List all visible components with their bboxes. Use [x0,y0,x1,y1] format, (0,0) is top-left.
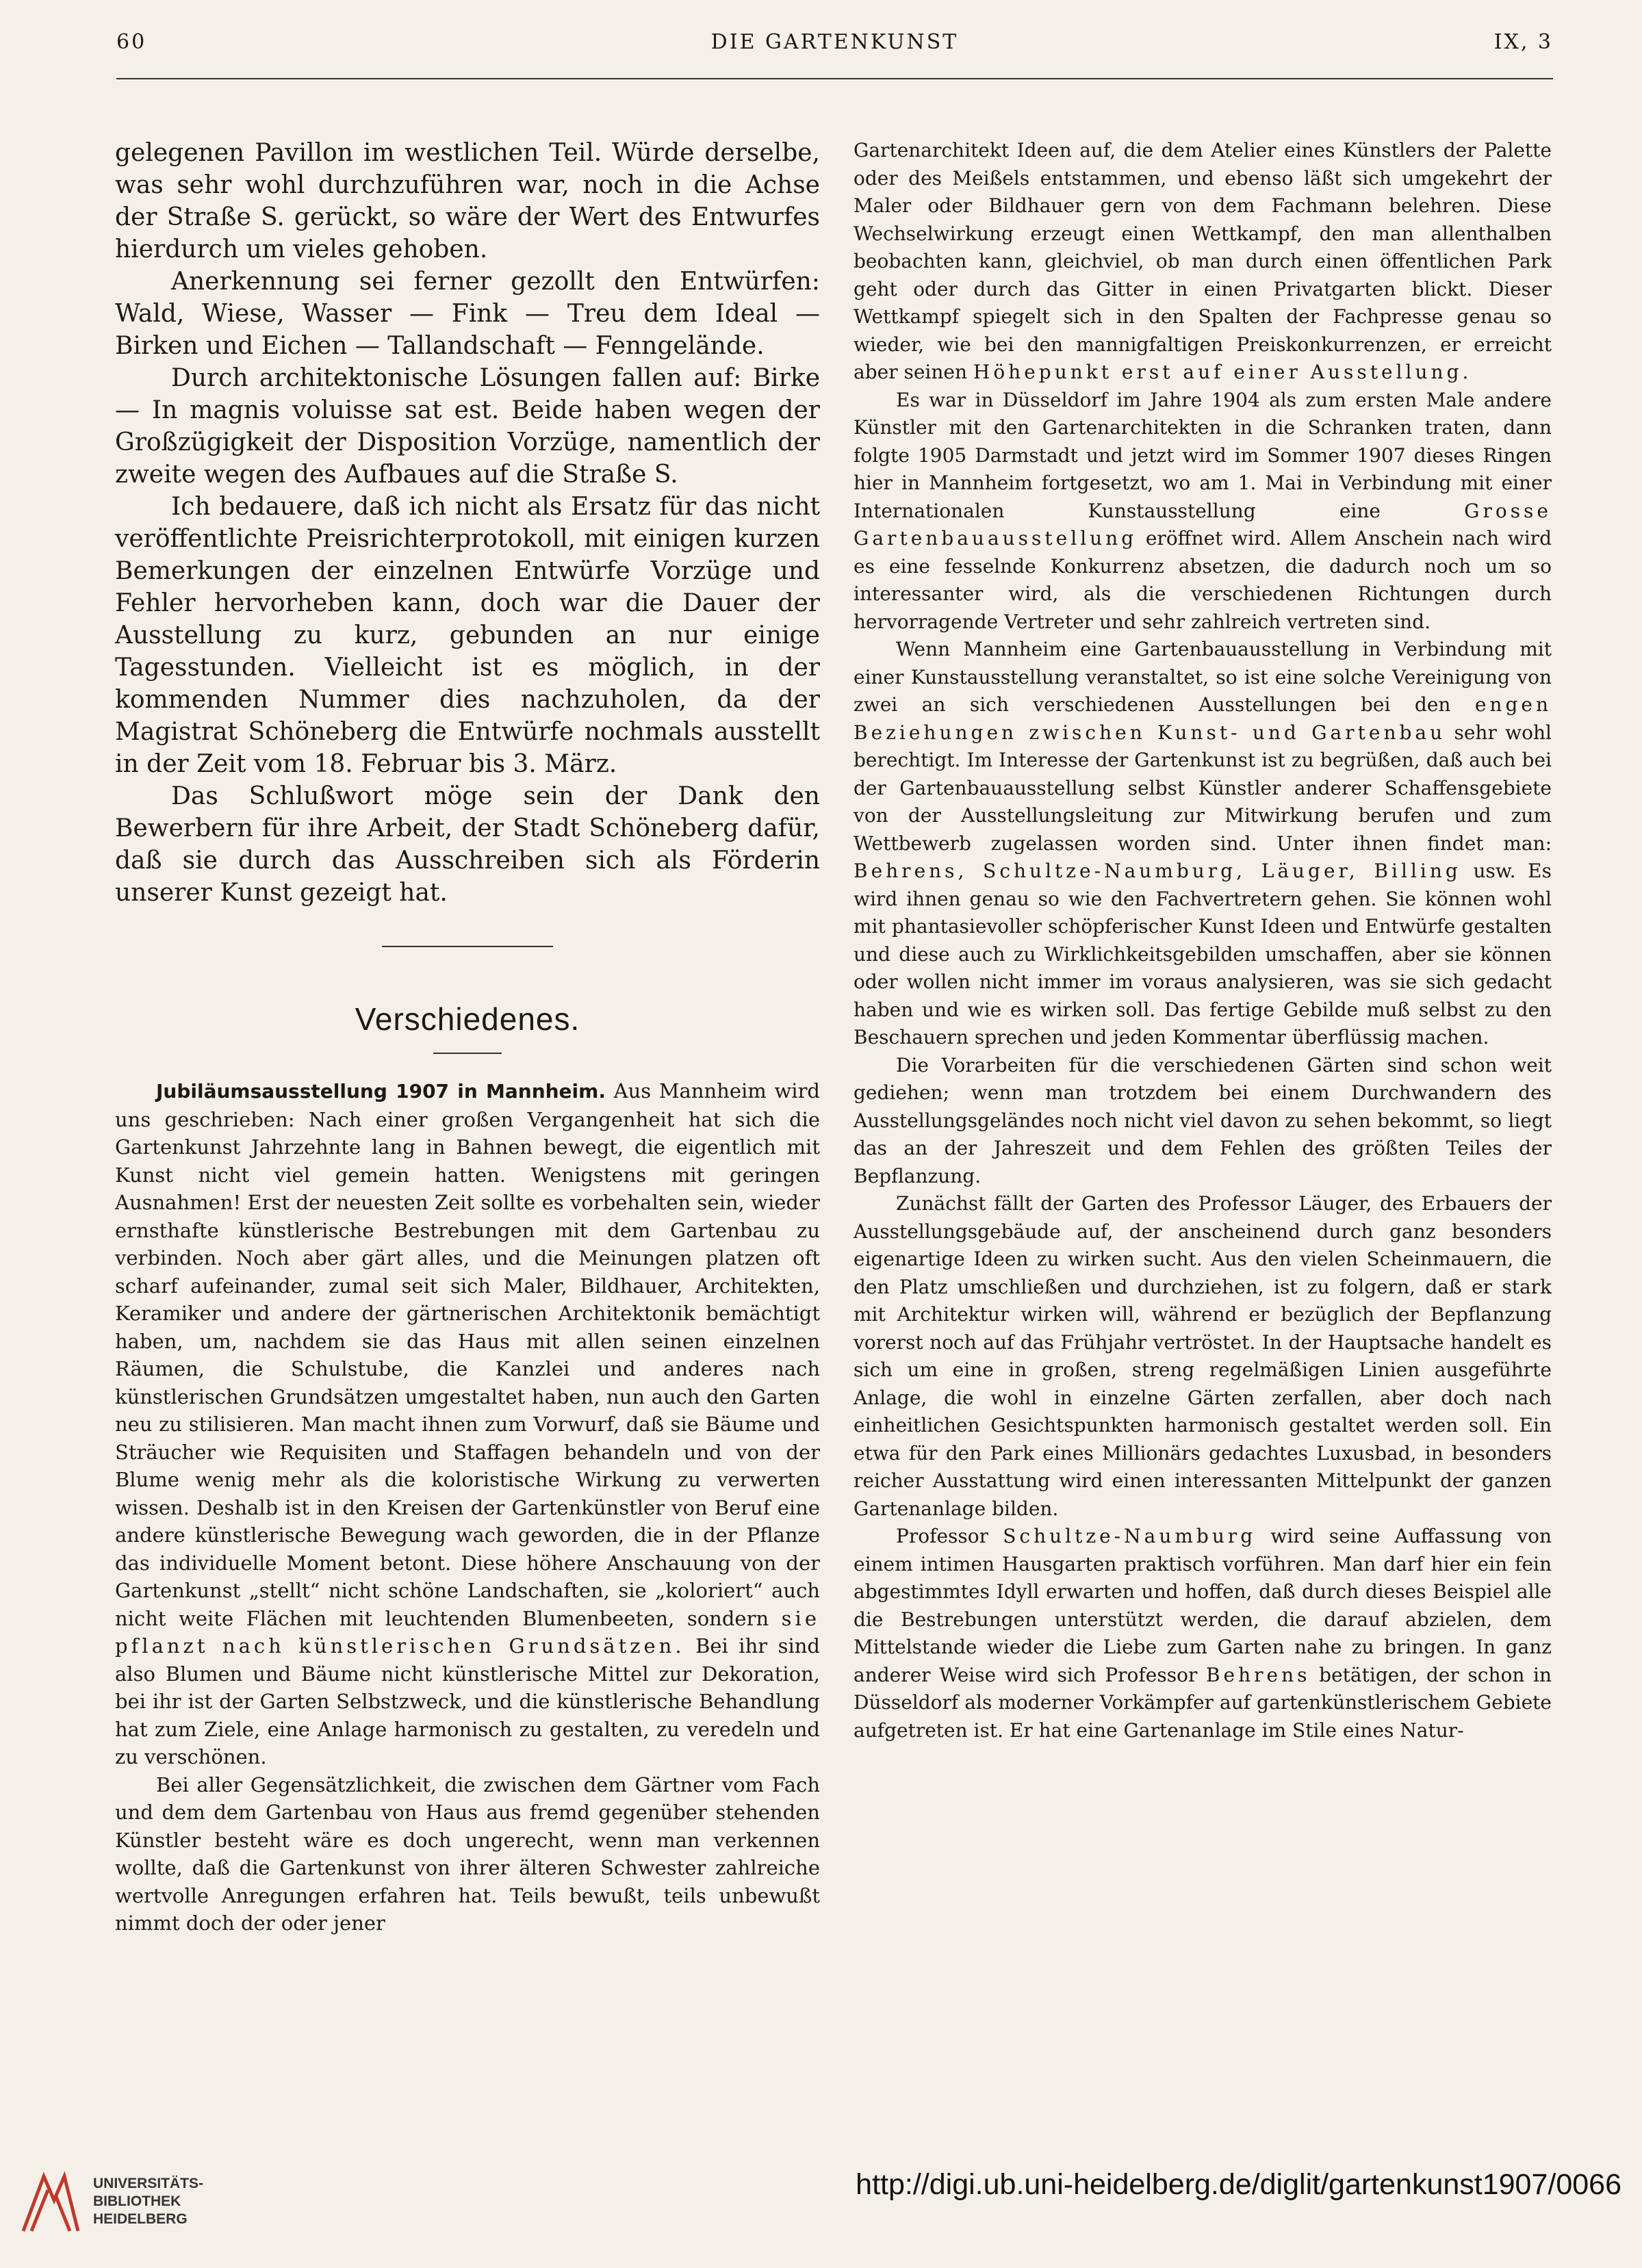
page-number: 60 [116,30,147,54]
paragraph: Gartenarchitekt Ideen auf, die dem Atelier eines Künstlers der Palette oder des Meißels entstammen, und ebenso läßt sich umgekehrt der Maler oder Bildhauer gern von dem Fachmann belehren. Diese Wechselwirkung erzeugt einen Wettkampf, den man allenthalben beobachten kann, gleichviel, ob man durch einen öffentlichen Park geht oder durch das Gitter in einen Privatgarten blickt. Dieser Wettkampf spiegelt sich in den Spalten der Fachpresse genau so wieder, wie bei den mannigfaltigen Preiskonkurrenzen, er erreicht aber seinen Höhepunkt erst auf einer Ausstellung. [854,139,1552,383]
left-column [115,137,820,1937]
paragraph: Professor Schultze-Naumburg wird seine Auffassung von einem intimen Hausgarten praktisch vorführen. Man darf hier ein fein abgestimmtes Idyll erwarten und hoffen, daß durch dieses Beispiel alle die Bestrebungen unterstützt werden, die darauf abzielen, dem Mittelstande wieder die Liebe zum Garten nahe zu bringen. In ganz anderer Weise wird sich Professor Behrens betätigen, der schon in Düsseldorf als moderner Vorkämpfer auf gartenkünstlerischem Gebiete aufgetreten ist. Er hat eine Gartenanlage im Stile eines Natur- [854,1525,1552,1742]
paragraph: Die Vorarbeiten für die verschiedenen Gärten sind schon weit gediehen; wenn man trotzdem bei einem Durchwandern des Ausstellungsgeländes noch nicht viel davon zu sehen bekommt, so liegt das an der Jahreszeit und dem Fehlen des größten Teiles der Bepflanzung. [854,1053,1552,1187]
section-heading: Verschiedenes. [355,1001,580,1037]
library-logo[interactable] [16,2163,222,2238]
emphasis: Grosse Gartenbauausstellung [854,499,1552,550]
paragraph: Jubiläumsausstellung 1907 in Mannheim. Aus Mannheim wird uns geschrieben: Nach einer großen Vergangenheit hat sich die Gartenkunst Jahrzehnte lang in Bahnen bewegt, die eigentlich mit Kunst nicht viel gemein hatten. Wenigstens mit geringen Ausnahmen! Erst der neuesten Zeit sollte es vorbehalten sein, wieder ernsthafte künstlerische Bestrebungen mit dem Gartenbau zu verbinden. Noch aber gärt alles, und die Meinungen platzen oft scharf aufeinander, zumal seit sich Maler, Bildhauer, Architekten, Keramiker und andere der gärtnerischen Architektonik bemächtigt haben, um, nachdem sie das Haus mit allen seinen einzelnen Räumen, die Schulstube, die Kanzlei und anderes nach künstlerischen Grundsätzen umgestaltet haben, nun auch den Garten neu zu stilisieren. Man macht ihnen zum Vorwurf, daß sie Bäume und Sträucher wie Requisiten und Staffagen behandeln und von der Blume wenig mehr als die koloristische Wirkung zu verwerten wissen. Deshalb ist in den Kreisen der Gartenkünstler von Beruf eine andere künstlerische Bewegung wach geworden, die in der Pflanze das individuelle Moment betont. Diese höhere Anschauung von der Gartenkunst „stellt“ nicht schöne Landschaften, sie „koloriert“ auch nicht weite Flächen mit leuchtenden Blumenbeeten, sondern sie pflanzt nach künstlerischen Grundsätzen. Bei ihr sind also Blumen und Bäume nicht künstlerische Mittel zur Dekoration, bei ihr ist der Garten Selbstzweck, und die künstlerische Behandlung hat zum Ziele, eine Anlage harmonisch zu gestalten, zu veredeln und zu verschönen. [115,1079,820,1768]
right-column [854,137,1552,1744]
paragraph: Durch architektonische Lösungen fallen auf: Birke — In magnis voluisse sat est. Beide haben wegen der Großzügigkeit der Disposition Vorzüge, namentlich der zweite wegen des Aufbaues auf die Straße S. [115,364,820,489]
paragraph: Bei aller Gegensätzlichkeit, die zwischen dem Gärtner vom Fach und dem dem Gartenbau von Haus aus fremd gegenüber stehenden Künstler besteht wäre es doch ungerecht, wenn man verkennen wollte, daß die Gartenkunst von ihrer älteren Schwester zahlreiche wertvolle Anregungen erfahren hat. Teils bewußt, teils unbewußt nimmt doch der oder jener [115,1773,820,1935]
library-emblem-icon [16,2163,85,2238]
paragraph: Anerkennung sei ferner gezollt den Entwürfen: Wald, Wiese, Wasser — Fink — Treu dem Ideal — Birken und Eichen — Tallandschaft — Fenngelände. [115,268,820,360]
paragraph: Wenn Mannheim eine Gartenbauausstellung in Verbindung mit einer Kunstausstellung veranstaltet, so ist eine solche Vereinigung von zwei an sich verschiedenen Ausstellungen bei den engen Beziehungen zwischen Kunst- und Gartenbau sehr wohl berechtigt. Im Interesse der Gartenkunst ist zu begrüßen, daß auch bei der Gartenbauausstellung selbst Künstler anderer Schaffensgebiete von der Ausstellungsleitung zur Mitwirkung berufen und zum Wettbewerb zugelassen worden sind. Unter ihnen findet man: Behrens, Schultze-Naumburg, Läuger, Billing usw. Es wird ihnen genau so wie den Fachvertretern gehen. Sie können wohl mit phantasievoller schöpferischer Kunst Ideen und Entwürfe gestalten und diese auch zu Wirklichkeitsgebilden umschaffen, aber sie können oder wollen nicht immer im voraus analysieren, was sie sich gedacht haben und wie es wirken soll. Das fertige Gebilde muß selbst zu den Beschauern sprechen und jeden Kommentar überflüssig machen. [854,638,1552,1048]
paragraph: gelegenen Pavillon im westlichen Teil. Würde derselbe, was sehr wohl durchzuführen war, noch in die Achse der Straße S. gerückt, so wäre der Wert des Entwurfes hierdurch um vieles gehoben. [115,139,820,263]
running-header [116,30,1553,60]
header-rule [116,78,1553,79]
emphasis: Schultze-Naumburg [1003,1525,1257,1547]
library-name: UNIVERSITÄTS- BIBLIOTHEK HEIDELBERG [93,2176,204,2227]
article-mannheim [115,1077,820,1937]
volume-issue: IX, 3 [1493,30,1553,54]
paragraph: Das Schlußwort möge sein der Dank den Bewerbern für ihre Arbeit, der Stadt Schöneberg dafür, daß sie durch das Ausschreiben sich als Förderin unserer Kunst gezeigt hat. [115,782,820,907]
source-url-link[interactable]: http://digi.ub.uni-heidelberg.de/diglit/gartenkunst1907/0066 [856,2168,1621,2201]
emphasis: sie pflanzt nach künstlerischen Grundsätzen. [115,1606,820,1658]
journal-title: DIE GARTENKUNST [710,30,959,54]
emphasis: Behrens [1205,1663,1311,1686]
paragraph: Zunächst fällt der Garten des Professor Läuger, des Erbauers der Ausstellungsgebäude auf, der anscheinend durch ganz besonders eigenartige Ideen zu wirken sucht. Aus den vielen Scheinmauern, die den Platz umschließen und durchziehen, ist zu folgern, daß er stark mit Architektur wirken will, während er bezüglich der Bepflanzung vorerst noch auf das Frühjahr vertröstet. In der Hauptsache handelt es sich um eine in großen, streng regelmäßigen Linien ausgeführte Anlage, die wohl in einzelne Gärten zerfallen, aber doch nach einheitlichen Gesichtspunkten harmonisch gestaltet werden soll. Ein etwa für den Park eines Millionärs gedachtes Luxusbad, in besonders reicher Ausstattung wird einen interessanten Mittelpunkt der ganzen Gartenanlage bilden. [854,1192,1552,1520]
article-title: Jubiläumsausstellung 1907 in Mannheim. [156,1080,606,1103]
paragraph: Ich bedauere, daß ich nicht als Ersatz für das nicht veröffentlichte Preisrichterprotokoll, mit einigen kurzen Bemerkungen der einzelnen Entwürfe Vorzüge und Fehler hervorheben kann, doch war die Dauer der Ausstellung zu kurz, gebunden an nur einige Tagesstunden. Vielleicht ist es möglich, in der kommenden Nummer dies nachzuholen, da der Magistrat Schöneberg die Entwürfe nochmals ausstellt in der Zeit vom 18. Februar bis 3. März. [115,493,820,778]
paragraph: Es war in Düsseldorf im Jahre 1904 als zum ersten Male andere Künstler mit den Gartenarchitekten in die Schranken traten, dann folgte 1905 Darmstadt und jetzt wird im Sommer 1907 dieses Ringen hier in Mannheim fortgesetzt, wo am 1. Mai in Verbindung mit einer Internationalen Kunstausstellung eine Grosse Gartenbauausstellung eröffnet wird. Allem Anschein nach wird es eine fesselnde Konkurrenz absetzen, die dadurch noch um so interessanter wird, als die verschiedenen Richtungen durch hervorragende Vertreter und sehr zahlreich vertreten sind. [854,388,1552,633]
emphasis: engen Beziehungen zwischen Kunst- und Gartenbau [854,693,1552,744]
prior-article-end [115,137,820,909]
emphasis: Höhepunkt erst auf einer Ausstellung. [973,361,1472,383]
heading-rule [433,1053,502,1054]
emphasis: Behrens, Schultze-Naumburg, Läuger, Billing [854,860,1461,882]
section-divider [382,946,553,947]
